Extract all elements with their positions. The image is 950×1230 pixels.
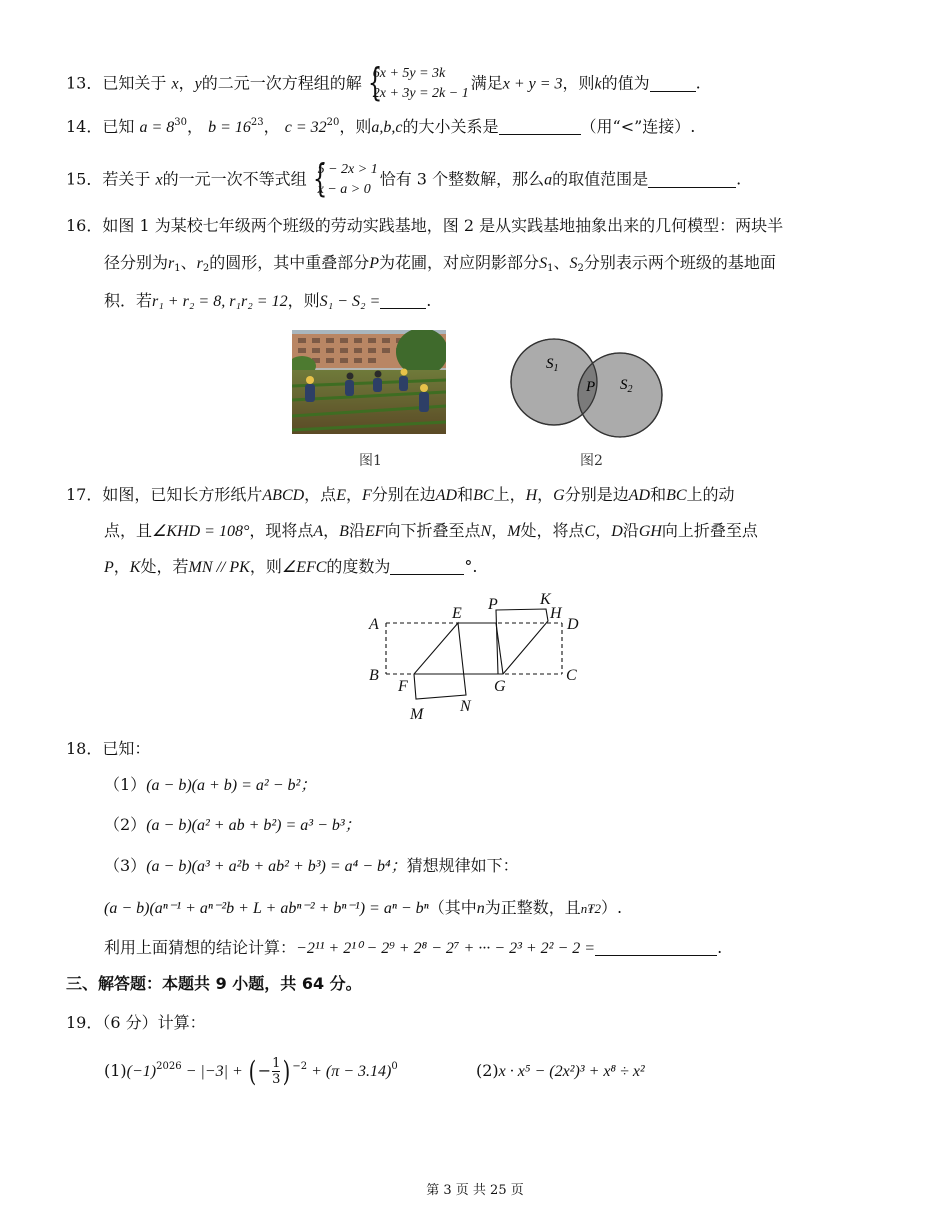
- question-19-part-1: $(1)(-1)^{2026} - |-3|$ + ( − $\frac{1}{3}$ ) $^{-2} + (\pi - 3.14)^0$: [104, 1054, 398, 1088]
- label-c: C: [566, 667, 577, 684]
- question-17-line-1: 17．如图，已知长方形纸片ABCD，点E，F分别在边AD和BC上，H，G分别是边AD和BC上的动: [66, 485, 735, 504]
- label-s2: $S_2$: [620, 377, 633, 395]
- question-14: 14．已知 $a = 8^{30}$， $b = 16^{23}$， $c = 32^{20}$，则a,b,c的大小关系是 （用“<”连接）.: [66, 117, 696, 136]
- answer-blank[interactable]: [650, 75, 696, 92]
- label-f: F: [398, 678, 408, 695]
- farm-photo-illustration: [292, 330, 446, 434]
- label-s1: $S_1$: [546, 356, 559, 374]
- question-19-head: 19．（6 分）计算：: [66, 1013, 206, 1032]
- question-18-compute: 利用上面猜想的结论计算：−2¹¹ + 2¹⁰ − 2⁹ + 2⁸ − 2⁷ + ··· − 2³ + 2² − 2 = .: [104, 938, 723, 957]
- label-b: B: [369, 667, 379, 684]
- figure-2-circles: [508, 332, 664, 440]
- answer-blank[interactable]: [648, 171, 736, 188]
- question-13: 13．已知关于 x，y的二元一次方程组的解 { 6x + 5y = 3k 2x + 3y = 2k − 1 满足x + y = 3，则k的值为 .: [66, 60, 701, 104]
- question-19-part-2: (2)x · x⁵ − (2x²)³ + x⁸ ÷ x²: [476, 1061, 645, 1080]
- question-16-line-2: 径分别为$r_1$、$r_2$的圆形，其中重叠部分P为花圃，对应阴影部分$S_1$、$S_2$分别表示两个班级的基地面: [104, 253, 776, 274]
- question-18-general: (a − b)(aⁿ⁻¹ + aⁿ⁻²b + L + abⁿ⁻² + bⁿ⁻¹) = aⁿ − bⁿ（其中n为正整数，且n₮2）.: [104, 898, 623, 917]
- label-k: K: [540, 591, 551, 608]
- label-h: H: [550, 605, 562, 622]
- page-footer: 第 3 页 共 25 页: [426, 1183, 524, 1198]
- answer-blank[interactable]: [380, 292, 426, 309]
- answer-blank[interactable]: [499, 118, 581, 135]
- answer-blank[interactable]: [390, 558, 464, 575]
- answer-blank[interactable]: [595, 939, 717, 956]
- label-p: P: [586, 379, 596, 395]
- section-3-title: 三、解答题：本题共 9 小题，共 64 分。: [66, 974, 362, 993]
- question-18-item-1: （1）(a − b)(a + b) = a² − b²；: [104, 775, 317, 794]
- inequality-system: { 5 − 2x > 1 x − a > 0: [312, 156, 378, 200]
- label-a: A: [369, 616, 379, 633]
- label-p: P: [488, 596, 498, 613]
- question-18-intro: 18．已知：: [66, 739, 151, 758]
- figure-1-caption: 图1: [359, 453, 382, 469]
- label-n: N: [460, 698, 471, 715]
- question-15: 15．若关于 x的一元一次不等式组 { 5 − 2x > 1 x − a > 0 恰有 3 个整数解，那么a的取值范围是 .: [66, 156, 742, 200]
- equation-system: { 6x + 5y = 3k 2x + 3y = 2k − 1: [367, 60, 469, 104]
- figure-folded-rectangle: [360, 588, 600, 722]
- question-16-line-3: 积．若r₁ + r₂ = 8, r₁r₂ = 12，则S₁ − S₂ = .: [104, 291, 432, 310]
- figure-2-caption: 图2: [580, 453, 603, 469]
- question-16-line-1: 16．如图 1 为某校七年级两个班级的劳动实践基地，图 2 是从实践基地抽象出来的几何模型：两块半: [66, 216, 784, 235]
- fraction-one-third: $\frac{1}{3}$: [272, 1056, 281, 1087]
- question-18-item-2: （2）(a − b)(a² + ab + b²) = a³ − b³；: [104, 815, 361, 834]
- figure-1-photo: [292, 330, 446, 434]
- label-d: D: [567, 616, 579, 633]
- label-m: M: [410, 706, 424, 722]
- label-g: G: [494, 678, 506, 695]
- label-e: E: [452, 605, 462, 622]
- question-17-line-3: P，K处，若MN // PK，则∠EFC的度数为 °.: [104, 557, 478, 576]
- question-18-item-3: （3）(a − b)(a³ + a²b + ab² + b³) = a⁴ − b⁴；猜想规律如下：: [104, 856, 519, 875]
- folded-flap-efmn: [414, 623, 466, 699]
- question-17-line-2: 点，且∠KHD = 108°，现将点A，B沿EF向下折叠至点N，M处，将点C，D沿GH向上折叠至点: [104, 521, 758, 540]
- folded-flap-ghpk: [496, 609, 548, 674]
